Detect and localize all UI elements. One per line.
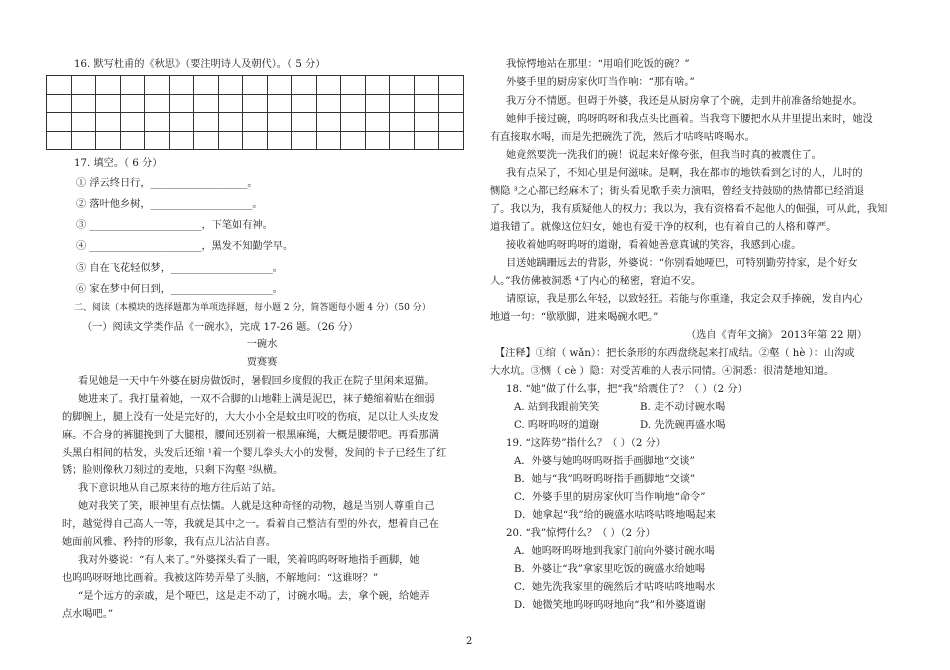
grid-cell[interactable]	[194, 113, 219, 132]
article-title: 一碗水	[246, 339, 278, 350]
grid-cell[interactable]	[120, 76, 145, 95]
left-paragraph-line: 也呜呜呀呀地比画着。我被这阵势弄晕了头脑，不解地问：“这谁呀？”	[62, 573, 379, 584]
grid-cell[interactable]	[341, 94, 366, 113]
left-paragraph-line: 看见她是一天中午外婆在厨房做饭时，暑假回乡度假的我正在院子里闲来逗猫。	[78, 376, 435, 387]
right-paragraph-line: 了。我以为，我有质疑他人的权力；我以为，我有资格看不起他人的倔强，可从此，我知	[490, 204, 888, 215]
grid-cell[interactable]	[316, 94, 341, 113]
q20-option-c[interactable]: C．她先洗我家里的碗然后才咕咚咕咚地喝水	[514, 582, 716, 593]
article-author: 贾赛赛	[246, 357, 278, 368]
grid-cell[interactable]	[120, 113, 145, 132]
right-paragraph-line: 人。”我仿佛被洞悉 ⁴了内心的秘密，窘迫不安。	[490, 276, 702, 287]
right-paragraph-line: 她竟然要洗一洗我们的碗！说起来好像夸张，但我当时真的被震住了。	[506, 150, 822, 161]
left-paragraph-line: 我对外婆说：“有人来了。”外婆探头看了一眼，笑着呜呜呀呀地指手画脚，她	[78, 555, 420, 566]
grid-cell[interactable]	[194, 94, 219, 113]
grid-cell[interactable]	[365, 76, 390, 95]
grid-cell[interactable]	[218, 131, 243, 150]
fill-blank-6: ⑥ 家在梦中何日到，____________________。	[76, 284, 283, 295]
footnote-line-1: 【注释】①绾（ wǎn）：把长条形的东西盘绕起来打成结。②壑（ hè ）：山沟或	[495, 348, 855, 359]
q20-option-b[interactable]: B．外婆让“我”拿家里吃饭的碗盛水给她喝	[514, 564, 706, 575]
right-paragraph-line: 外婆手里的厨房家伙叮当作响：“那有啥。”	[506, 77, 695, 88]
grid-cell[interactable]	[414, 94, 439, 113]
grid-cell[interactable]	[169, 94, 194, 113]
section-2-heading: 二、阅读（本模块的选择题都为单项选择题，每小题 2 分，简答题每小题 4 分）（50 分）	[74, 303, 431, 313]
grid-cell[interactable]	[120, 94, 145, 113]
left-paragraph-line: “是个远方的亲戚，是个哑巴，这是走不动了，讨碗水喝。去，拿个碗，给她弄	[78, 591, 430, 602]
left-paragraph-line: 点水喝吧。”	[62, 609, 114, 620]
q18-option-d[interactable]: D. 先洗碗再盛水喝	[640, 420, 726, 431]
grid-cell[interactable]	[267, 113, 292, 132]
grid-cell[interactable]	[267, 94, 292, 113]
grid-cell[interactable]	[267, 131, 292, 150]
footnote-line-2: 大水坑。③恻（ cè ）隐：对受苦难的人表示同情。④洞悉：很清楚地知道。	[490, 366, 835, 377]
article-source: （选自《青年文摘》 2013年第 22 期）	[686, 330, 868, 341]
grid-cell[interactable]	[96, 94, 121, 113]
grid-cell[interactable]	[96, 131, 121, 150]
right-paragraph-line: 请原谅，我是那么年轻，以致轻狂。若能与你重逢，我定会双手捧碗，发自内心	[506, 294, 863, 305]
section-2-sub-heading: （一）阅读文学类作品《一碗水》，完成 17-26 题。（26 分）	[82, 322, 359, 333]
grid-cell[interactable]	[96, 113, 121, 132]
grid-cell[interactable]	[218, 76, 243, 95]
grid-cell[interactable]	[145, 94, 170, 113]
grid-cell[interactable]	[292, 113, 317, 132]
grid-cell[interactable]	[243, 94, 268, 113]
grid-cell[interactable]	[71, 76, 96, 95]
grid-cell[interactable]	[243, 131, 268, 150]
grid-cell[interactable]	[267, 76, 292, 95]
grid-cell[interactable]	[71, 131, 96, 150]
grid-cell[interactable]	[145, 131, 170, 150]
question-16: 16. 默写杜甫的《秋思》（要注明诗人及朝代）。（ 5 分）	[74, 59, 326, 70]
q19-option-a[interactable]: A．外婆与她呜呀呜呀指手画脚地“交谈”	[514, 456, 695, 467]
grid-cell[interactable]	[316, 76, 341, 95]
grid-cell[interactable]	[341, 113, 366, 132]
grid-cell[interactable]	[292, 131, 317, 150]
left-paragraph-line: 她进来了。我打量着她，一双不合脚的山地鞋上满是泥巴，袜子蜷缩着贴在细弱	[78, 394, 435, 405]
grid-cell[interactable]	[169, 113, 194, 132]
grid-cell[interactable]	[316, 131, 341, 150]
grid-cell[interactable]	[390, 113, 415, 132]
left-paragraph-line: 她面前风雅、矜持的形象，我有点儿沾沾自喜。	[62, 537, 276, 548]
right-paragraph-line: 地道一句：“歇歇脚，进来喝碗水吧。”	[490, 312, 659, 323]
q19-option-d[interactable]: D．她拿起“我”给的碗盛水咕咚咕咚地喝起来	[514, 510, 716, 521]
grid-cell[interactable]	[439, 94, 464, 113]
right-paragraph-line: 我万分不情愿。但碍于外婆，我还是从厨房拿了个碗，走到井前准备给她提水。	[506, 96, 863, 107]
fill-blank-1: ① 浮云终日行，___________________。	[76, 178, 258, 189]
fill-blank-2: ② 落叶他乡树，____________________。	[76, 199, 263, 210]
grid-cell[interactable]	[292, 76, 317, 95]
right-paragraph-line: 目送她蹒跚远去的背影，外婆说：“你别看她哑巴，可特别勤劳持家，是个好女	[506, 258, 858, 269]
question-19: 19. “这阵势”指什么？（ ）（2 分）	[506, 438, 666, 449]
grid-row	[47, 94, 464, 113]
left-paragraph-line: 我下意识地从自己原来待的地方往后站了站。	[78, 483, 282, 494]
right-paragraph-line: 接收着她呜呀呜呀的道谢，看着她善意真诚的笑容，我感到心虚。	[506, 240, 802, 251]
grid-cell[interactable]	[169, 131, 194, 150]
grid-cell[interactable]	[292, 94, 317, 113]
grid-cell[interactable]	[365, 94, 390, 113]
grid-cell[interactable]	[439, 76, 464, 95]
page-number: 2	[466, 636, 473, 647]
grid-cell[interactable]	[316, 113, 341, 132]
q18-option-b[interactable]: B. 走不动讨碗水喝	[640, 402, 726, 413]
right-paragraph-line: 道我错了。就像这位妇女，她也有爱干净的权利，也有着自己的人格和尊严。	[490, 222, 837, 233]
writing-grid	[46, 75, 464, 150]
q19-option-c[interactable]: C．外婆手里的厨房家伙叮当作响地“命令”	[514, 492, 706, 503]
grid-cell[interactable]	[390, 131, 415, 150]
grid-row	[47, 131, 464, 150]
q20-option-d[interactable]: D．她微笑地呜呀呜呀地向“我”和外婆道谢	[514, 600, 706, 611]
grid-cell[interactable]	[243, 113, 268, 132]
grid-cell[interactable]	[439, 131, 464, 150]
grid-row	[47, 76, 464, 95]
grid-cell[interactable]	[390, 94, 415, 113]
right-paragraph-line: 我惊愕地站在那里：“用咱们吃饭的碗？”	[506, 59, 690, 70]
grid-cell[interactable]	[145, 76, 170, 95]
grid-cell[interactable]	[365, 131, 390, 150]
grid-cell[interactable]	[218, 94, 243, 113]
right-paragraph-line: 我有点呆了，不知心里是何滋味。是啊，我在都市的地铁看到乞讨的人，儿时的	[506, 168, 863, 179]
left-paragraph-line: 锈；脸则像秋刀刻过的麦地，只剩下沟壑 ²纵横。	[62, 465, 284, 476]
left-paragraph-line: 头黑白相间的枯发，头发后还缩 ¹着一个婴儿拳头大小的发髻，发间的卡子已经生了红	[62, 448, 447, 459]
right-paragraph-line: 有直接取水喝，而是先把碗洗了洗，然后才咕咚咕咚喝水。	[490, 132, 755, 143]
question-20: 20. “我”惊愕什么？（ ）（2 分）	[506, 528, 656, 539]
grid-cell[interactable]	[439, 113, 464, 132]
grid-cell[interactable]	[47, 94, 72, 113]
grid-cell[interactable]	[341, 131, 366, 150]
grid-cell[interactable]	[47, 131, 72, 150]
grid-cell[interactable]	[47, 76, 72, 95]
grid-cell[interactable]	[71, 94, 96, 113]
right-paragraph-line: 恻隐 ³之心都已经麻木了；街头看见歌手卖力演唱，曾经支持鼓励的热情都已经消退	[490, 186, 865, 197]
grid-row	[47, 113, 464, 132]
left-paragraph-line: 她对我笑了笑，眼神里有点怯懦。人就是这种奇怪的动物，越是当别人尊重自己	[78, 501, 435, 512]
grid-cell[interactable]	[414, 131, 439, 150]
grid-cell[interactable]	[47, 113, 72, 132]
left-paragraph-line: 麻。不合身的裤腿挽到了大腿根，腰间还别着一根黑麻绳，大概是腰带吧。再看那满	[62, 430, 439, 441]
grid-cell[interactable]	[71, 113, 96, 132]
q18-option-c[interactable]: C. 呜呀呜呀的道谢	[514, 420, 600, 431]
grid-cell[interactable]	[414, 113, 439, 132]
grid-cell[interactable]	[194, 131, 219, 150]
right-paragraph-line: 她伸手接过碗，呜呀呜呀和我点头比画着。当我弯下腰把水从井里提出来时，她没	[506, 114, 873, 125]
grid-cell[interactable]	[96, 76, 121, 95]
q18-option-a[interactable]: A. 站到我跟前笑笑	[514, 402, 600, 413]
grid-cell[interactable]	[120, 131, 145, 150]
grid-cell[interactable]	[218, 113, 243, 132]
left-paragraph-line: 的脚腕上，腿上没有一处是完好的，大大小小全是蚊虫叮咬的伤痕，足以让人头皮发	[62, 412, 439, 423]
grid-cell[interactable]	[341, 76, 366, 95]
q20-option-a[interactable]: A．她呜呀呜呀地到我家门前向外婆讨碗水喝	[514, 546, 715, 557]
grid-cell[interactable]	[194, 76, 219, 95]
grid-cell[interactable]	[365, 113, 390, 132]
grid-cell[interactable]	[169, 76, 194, 95]
question-18: 18. “她”做了什么事，把“我”给震住了？（ ）（2 分）	[506, 384, 748, 395]
grid-cell[interactable]	[414, 76, 439, 95]
grid-cell[interactable]	[390, 76, 415, 95]
fill-blank-4: ④ ______________________，黑发不知勤学早。	[76, 241, 294, 252]
fill-blank-5: ⑤ 自在飞花轻似梦，____________________。	[76, 263, 283, 274]
fill-blank-3: ③ ______________________，下笔如有神。	[76, 220, 273, 231]
q19-option-b[interactable]: B．她与“我”呜呀呜呀指手画脚地“交谈”	[514, 474, 696, 485]
question-17-title: 17. 填空。（ 6 分）	[74, 158, 163, 169]
grid-cell[interactable]	[243, 76, 268, 95]
left-paragraph-line: 时，越觉得自己高人一等，我就是其中之一。看着自己整洁有型的外衣，想着自己在	[62, 519, 439, 530]
grid-cell[interactable]	[145, 113, 170, 132]
